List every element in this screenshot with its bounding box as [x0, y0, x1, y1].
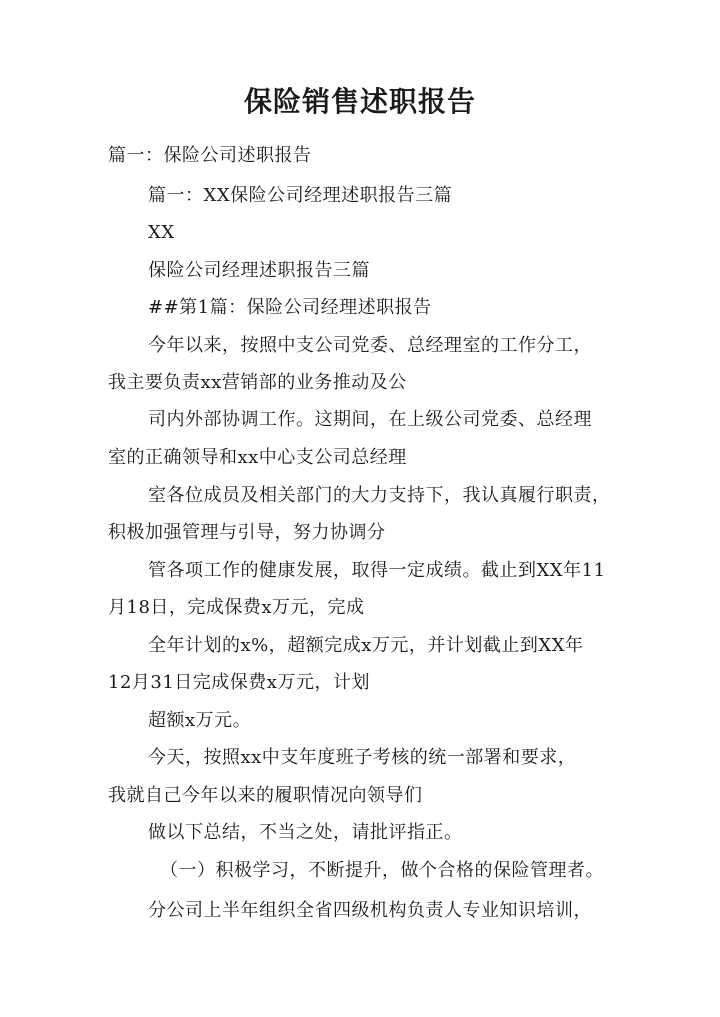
paragraph-line: 12月31日完成保费x万元，计划 [108, 672, 370, 693]
paragraph-line: 司内外部协调工作。这期间，在上级公司党委、总经理 [148, 409, 592, 430]
paragraph-line: 室各位成员及相关部门的大力支持下，我认真履行职责， [148, 485, 611, 506]
paragraph-line: 积极加强管理与引导，努力协调分 [108, 522, 386, 543]
paragraph-line: 全年计划的x%，超额完成x万元，并计划截止到XX年 [148, 635, 584, 656]
paragraph-line: 今天，按照xx中支年度班子考核的统一部署和要求， [148, 747, 577, 768]
paragraph-line: 我就自己今年以来的履职情况向领导们 [108, 785, 423, 806]
subsection-heading: 篇一：XX保险公司经理述职报告三篇 [148, 185, 453, 206]
text-line: 保险公司经理述职报告三篇 [148, 260, 370, 281]
paragraph-line: 月18日，完成保费x万元，完成 [108, 597, 365, 618]
text-line: XX [148, 222, 175, 243]
paragraph-line: 管各项工作的健康发展，取得一定成绩。截止到XX年11 [148, 560, 606, 581]
paragraph-line: 超额x万元。 [148, 710, 252, 731]
paragraph-line: 我主要负责xx营销部的业务推动及公 [108, 372, 407, 393]
paragraph-line: 室的正确领导和xx中心支公司总经理 [108, 447, 407, 468]
paragraph-line: 做以下总结，不当之处，请批评指正。 [148, 822, 463, 843]
paragraph-line: 分公司上半年组织全省四级机构负责人专业知识培训， [148, 900, 592, 921]
document-title: 保险销售述职报告 [243, 85, 476, 118]
chapter-heading: ##第1篇：保险公司经理述职报告 [148, 297, 432, 318]
numbered-heading: （一）积极学习，不断提升，做个合格的保险管理者。 [160, 860, 604, 881]
paragraph-line: 今年以来，按照中支公司党委、总经理室的工作分工， [148, 335, 592, 356]
section-heading: 篇一：保险公司述职报告 [108, 145, 312, 166]
